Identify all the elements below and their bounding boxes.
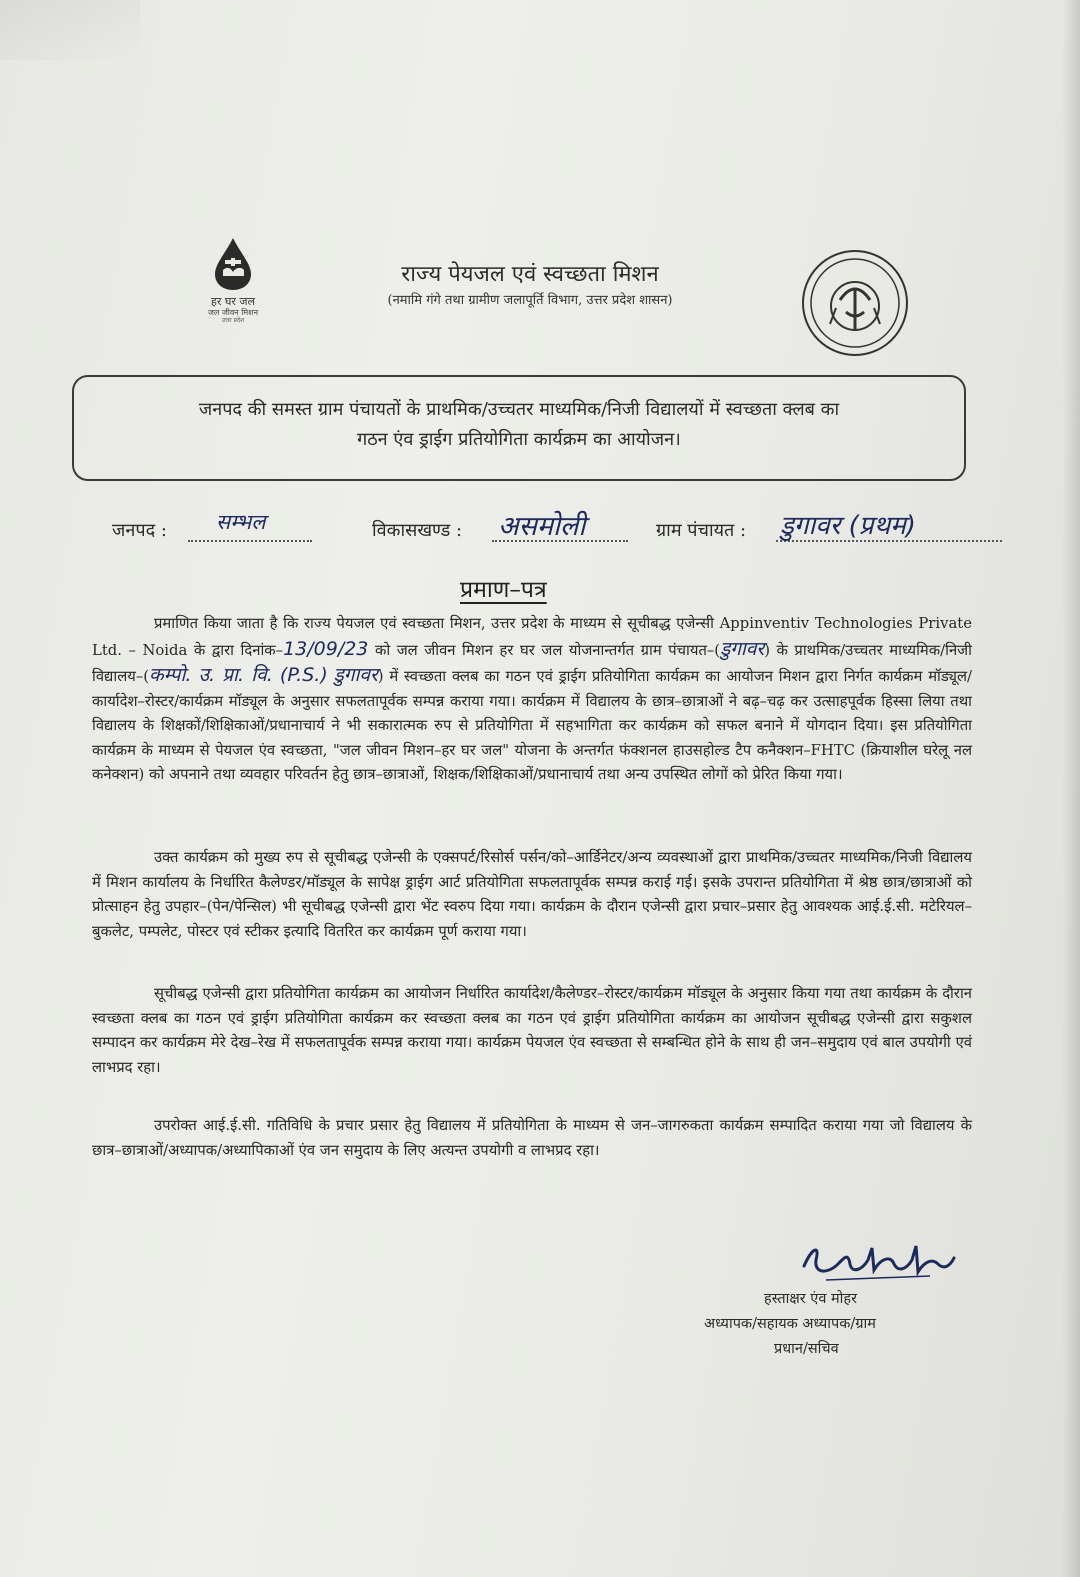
seal-emblem-icon bbox=[800, 248, 910, 358]
mission-title: राज्य पेयजल एवं स्वच्छता मिशन bbox=[401, 262, 659, 287]
handwritten-signature bbox=[798, 1230, 958, 1290]
p2-text: उक्त कार्यक्रम को मुख्य रुप से सूचीबद्ध एजेन्सी के एक्सपर्ट/रिसोर्स पर्सन/को–आर्डिनेटर/अन्य व्यवस्थाओं द्वारा प्राथमिक/उच्चतर माध्यमिक/निजी विद्यालय में मिशन कार्यालय के निर्धारित कैलेण्डर/मॉड्यूल के सापेक्ष ड्राईग आर्ट प्रतियोगिता सफलतापूर्वक सम्पन्न कराई गई। इसके उपरान्त प्रतियोगिता में श्रेष्ठ छात्र/छात्राओं को प्रोत्साहन हेतु उपहार–(पेन/पेन्सिल) भी सूचीबद्ध एजेन्सी द्वारा भेंट स्वरुप दिया गया। कार्यक्रम के दौरान एजेन्सी द्वारा प्रचार–प्रसार हेतु आवश्यक आई.ई.सी. मटेरियल–बुकलेट, पम्पलेट, पोस्टर एवं स्टीकर इत्यादि वितरित कर कार्यक्रम पूर्ण कराया गया। bbox=[92, 849, 972, 940]
block-value: असमोली bbox=[498, 511, 586, 542]
logo-line-3: उत्तर प्रदेश bbox=[221, 317, 245, 324]
p3-text: सूचीबद्ध एजेन्सी द्वारा प्रतियोगिता कार्यक्रम का आयोजन निर्धारित कार्यादेश/कैलेण्डर–रोस्टर/कार्यक्रम मॉड्यूल के अनुसार किया गया तथा कार्यक्रम के दौरान स्वच्छता क्लब का गठन एवं ड्राईग प्रतियोगिता कार्यक्रम कर स्वच्छता क्लब का गठन एवं ड्राईग प्रतियोगिता कार्यक्रम का आयोजन सूचीबद्ध एजेन्सी द्वारा सकुशल सम्पादन कर कार्यक्रम मेरे देख–रेख में सफलतापूर्वक सम्पन्न कराया गया। कार्यक्रम पेयजल एंव स्वच्छता से सम्बन्धित होने के साथ ही जन–समुदाय एवं बाल उपयोगी एवं लाभप्रद रहा। bbox=[92, 985, 972, 1076]
p1-text-a: प्रमाणित किया जाता है कि राज्य पेयजल एवं स्वच्छता मिशन, उत्तर प्रदेश के माध्यम से सूचीबद्ध एजेन्सी Appinventiv Technologies Private Ltd. – Noida के द्वारा दिनांक– bbox=[92, 615, 972, 659]
mission-subtitle: (नमामि गंगे तथा ग्रामीण जलापूर्ति विभाग, उत्तर प्रदेश शासन) bbox=[387, 293, 673, 308]
p1-text-d: ) में स्वच्छता क्लब का गठन एवं ड्राईग प्रतियोगिता कार्यक्रम का आयोजन मिशन द्वारा निर्गत कार्यक्रम मॉड्यूल/कार्यादेश–रोस्टर/कार्यक्रम मॉड्यूल के अनुसार सफलतापूर्वक सम्पन्न कराया गया। कार्यक्रम में विद्यालय के छात्र–छात्राओं ने बढ़–चढ़ कर उत्साहपूर्वक हिस्सा लिया तथा विद्यालय के शिक्षकों/शिक्षिकाओं/प्रधानाचार्य ने भी सकारात्मक रुप से प्रतियोगिता में सहभागिता कर कार्यक्रम को सफल बनाने में योगदान दिया। इस प्रतियोगिता कार्यक्रम के माध्यम से पेयजल एंव स्वच्छता, "जल जीवन मिशन–हर घर जल" योजना के अन्तर्गत फंक्शनल हाउसहोल्ड टैप कनैक्शन–FHTC (क्रियाशील घरेलू नल कनेक्शन) को अपनाने तथा व्यवहार परिवर्तन हेतु छात्र–छात्राओं, शिक्षक/शिक्षिकाओं/प्रधानाचार्य तथा अन्य उपस्थित लोगों को प्रेरित किया गया। bbox=[92, 668, 972, 783]
subject-box bbox=[72, 375, 966, 481]
paper-fold-shadow bbox=[0, 0, 140, 60]
certificate-paragraph-4 bbox=[92, 1114, 972, 1163]
p1-text-b: को जल जीवन मिशन हर घर जल योजनान्तर्गत ग्राम पंचायत–( bbox=[368, 641, 721, 659]
block-label: विकासखण्ड : bbox=[372, 520, 463, 541]
p1-date-value: 13/09/23 bbox=[283, 637, 369, 660]
p1-school-value: कम्पो. उ. प्रा. वि. (P.S.) bbox=[149, 664, 328, 686]
district-value: सम्भल bbox=[216, 510, 266, 534]
certificate-paragraph-1 bbox=[92, 612, 972, 788]
certificate-paragraph-3 bbox=[92, 982, 972, 1080]
certificate-title: प्रमाण–पत्र bbox=[460, 577, 547, 603]
logo-line-1: हर घर जल bbox=[211, 295, 255, 308]
jal-jeevan-mission-logo bbox=[188, 236, 278, 336]
up-government-seal bbox=[800, 248, 910, 358]
subject-line-1: जनपद की समस्त ग्राम पंचायतों के प्राथमिक/उच्चतर माध्यमिक/निजी विद्यालयों में स्वच्छता क्लब का bbox=[198, 399, 840, 420]
signature-stamp-label: हस्ताक्षर एंव मोहर bbox=[764, 1291, 858, 1307]
panchayat-label: ग्राम पंचायत : bbox=[656, 520, 747, 541]
water-drop-icon bbox=[211, 236, 255, 292]
certificate-paragraph-2 bbox=[92, 846, 972, 944]
p1-panchayat-value: डुगावर bbox=[720, 637, 765, 660]
paper-edge-shadow bbox=[1062, 0, 1080, 1577]
district-label: जनपद : bbox=[112, 520, 167, 541]
p1-text-c: ) के प्राथमिक/उच्चतर माध्यमिक/निजी विद्यालय–( bbox=[92, 641, 972, 685]
location-fields bbox=[108, 508, 1028, 548]
signer-designation-line-1: अध्यापक/सहायक अध्यापक/ग्राम bbox=[704, 1316, 876, 1332]
panchayat-value: डुगावर (प्रथम) bbox=[780, 511, 916, 541]
logo-line-2: जल जीवन मिशन bbox=[207, 308, 259, 317]
signer-designation-line-2: प्रधान/सचिव bbox=[774, 1341, 839, 1357]
p4-text: उपरोक्त आई.ई.सी. गतिविधि के प्रचार प्रसार हेतु विद्यालय में प्रतियोगिता के माध्यम से जन–जागरुकता कार्यक्रम सम्पादित कराया गया जो विद्यालय के छात्र–छात्राओं/अध्यापक/अध्यापिकाओं एंव जन समुदाय के लिए अत्यन्त उपयोगी व लाभप्रद रहा। bbox=[92, 1117, 972, 1159]
subject-line-2: गठन एंव ड्राईग प्रतियोगिता कार्यक्रम का आयोजन। bbox=[357, 429, 681, 450]
p1-school-village-value: डुगावर bbox=[333, 664, 378, 686]
